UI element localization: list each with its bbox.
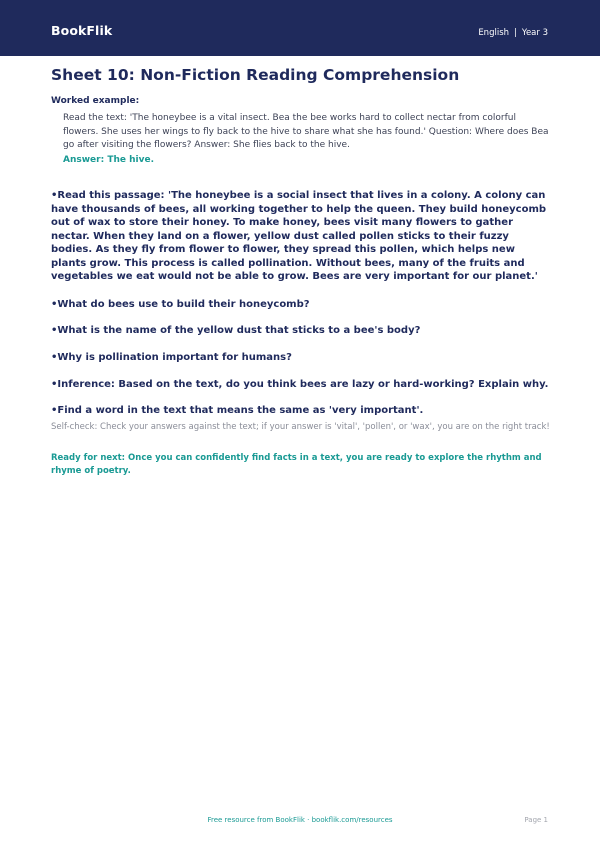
header-meta (478, 28, 548, 38)
question-passage: •Read this passage: 'The honeybee is a social insect that lives in a colony. A colony can have thousands of bees, all working together to help the queen. They build honeycomb out of wax to store their honey. To make honey, bees visit many flowers to gather nectar. When they land on a flower, yellow dust called pollen sticks to their fuzzy bodies. As they fly from flower to flower, they spread this pollen, which helps new plants grow. This process is called pollination. Without bees, many of the fruits and vegetables we eat would not be able to grow. Bees are very important for our planet.' (51, 190, 547, 282)
question-honeycomb: •What do bees use to build their honeycomb? (51, 299, 310, 310)
meta-separator: | (514, 28, 517, 38)
self-check-note: Self-check: Check your answers against the text; if your answer is 'vital', 'pollen', or 'wax', you are on the right track! (51, 422, 550, 432)
worked-example-label: Worked example: (51, 96, 140, 106)
ready-for-next-note: Ready for next: Once you can confidently find facts in a text, you are ready to explore the rhythm and rhyme of poetry. (51, 453, 542, 476)
page-title: Sheet 10: Non-Fiction Reading Comprehension (51, 66, 460, 84)
footer-source-link[interactable]: Free resource from BookFlik · bookflik.com/resources (207, 816, 393, 824)
page-number: Page 1 (524, 816, 548, 824)
worked-example-text: Read the text: 'The honeybee is a vital insect. Bea the bee works hard to collect nectar from colorful flowers. She uses her wings to fly back to the hive to share what she has found.' Question: Where does Bea go after visiting the flowers? Answer: She flies back to the hive. (63, 113, 549, 150)
worked-example-answer: Answer: The hive. (63, 155, 154, 165)
question-pollination: •Why is pollination important for humans? (51, 352, 292, 363)
year-label: Year 3 (521, 28, 548, 38)
question-inference: •Inference: Based on the text, do you think bees are lazy or hard-working? Explain why. (51, 379, 549, 390)
page-header (0, 0, 600, 56)
subject-label: English (478, 28, 510, 38)
brand-logo-text: BookFlik (51, 23, 113, 38)
question-yellow-dust: •What is the name of the yellow dust that sticks to a bee's body? (51, 325, 421, 336)
question-vocabulary: •Find a word in the text that means the same as 'very important'. (51, 405, 424, 416)
